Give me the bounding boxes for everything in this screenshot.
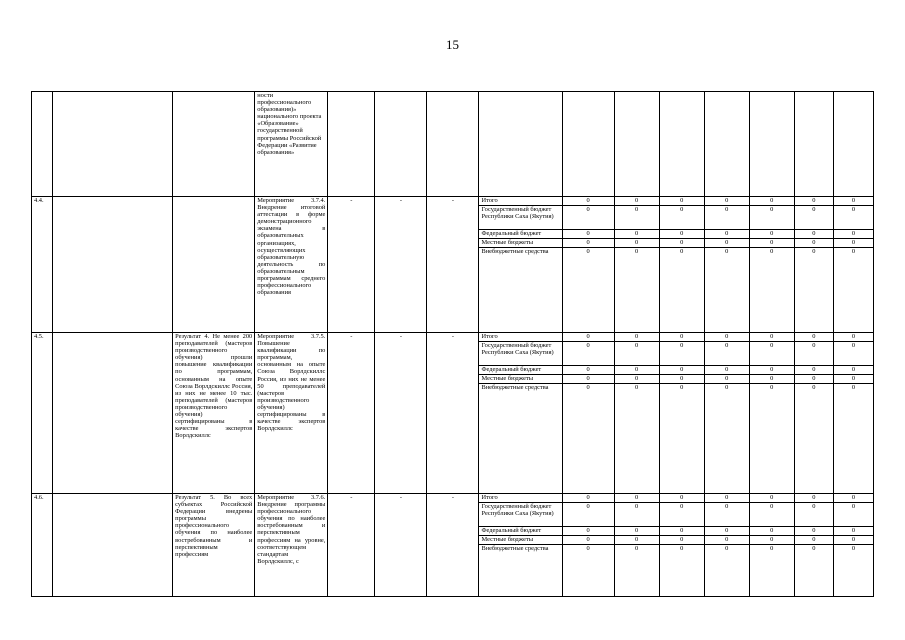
empty-cell — [704, 92, 749, 197]
value-cell: 0 — [659, 536, 704, 545]
funding-source: Внебюджетные средства — [479, 248, 562, 333]
value-cell: 0 — [704, 206, 749, 230]
program-measures-table — [31, 91, 874, 597]
value-cell: 0 — [614, 206, 659, 230]
funding-source: Итого — [479, 494, 562, 503]
measure-cell: ности профессионального образования)» национального проекта «Образование» государственной программы Российской Федерации «Развитие образования» — [255, 92, 328, 197]
value-cell: 0 — [659, 375, 704, 384]
value-cell: 0 — [749, 527, 794, 536]
value-cell: 0 — [833, 545, 873, 597]
value-cell: 0 — [833, 375, 873, 384]
value-cell: 0 — [749, 366, 794, 375]
funding-source: Итого — [479, 333, 562, 342]
value-cell: 0 — [749, 197, 794, 206]
value-cell: 0 — [659, 366, 704, 375]
value-cell: 0 — [794, 536, 833, 545]
value-cell: 0 — [562, 366, 614, 375]
value-cell: 0 — [614, 375, 659, 384]
value-cell: 0 — [659, 239, 704, 248]
dash-cell: - — [328, 494, 375, 597]
value-cell: 0 — [659, 333, 704, 342]
value-cell: 0 — [562, 197, 614, 206]
value-cell: 0 — [794, 503, 833, 527]
value-cell: 0 — [659, 494, 704, 503]
dash-cell: - — [375, 494, 427, 597]
funding-source: Федеральный бюджет — [479, 527, 562, 536]
value-cell: 0 — [749, 494, 794, 503]
dash-cell: - — [427, 333, 479, 494]
funding-source: Итого — [479, 197, 562, 206]
value-cell: 0 — [659, 197, 704, 206]
empty-cell — [749, 92, 794, 197]
value-cell: 0 — [749, 536, 794, 545]
value-cell: 0 — [614, 333, 659, 342]
value-cell: 0 — [659, 545, 704, 597]
value-cell: 0 — [704, 375, 749, 384]
value-cell: 0 — [749, 375, 794, 384]
value-cell: 0 — [704, 536, 749, 545]
value-cell: 0 — [614, 527, 659, 536]
table-row — [32, 333, 874, 342]
value-cell: 0 — [833, 230, 873, 239]
value-cell: 0 — [704, 248, 749, 333]
value-cell: 0 — [562, 536, 614, 545]
value-cell: 0 — [659, 527, 704, 536]
empty-cell — [53, 92, 173, 197]
table-row — [32, 92, 874, 197]
value-cell: 0 — [704, 342, 749, 366]
empty-cell — [614, 92, 659, 197]
value-cell: 0 — [562, 527, 614, 536]
page-number: 15 — [446, 37, 459, 52]
num-cell — [32, 92, 53, 197]
measure-cell: Мероприятие 3.7.4. Внедрение итоговой аттестации в форме демонстрационного экзамена в образовательных организациях, осуществляющих образовательную деятельность по образовательным программам среднего профессионального образования — [255, 197, 328, 333]
value-cell: 0 — [704, 333, 749, 342]
dash-cell: - — [375, 333, 427, 494]
value-cell: 0 — [749, 248, 794, 333]
value-cell: 0 — [749, 545, 794, 597]
value-cell: 0 — [659, 503, 704, 527]
funding-source: Федеральный бюджет — [479, 366, 562, 375]
value-cell: 0 — [614, 230, 659, 239]
value-cell: 0 — [749, 333, 794, 342]
value-cell: 0 — [749, 230, 794, 239]
dash-cell: - — [427, 494, 479, 597]
value-cell: 0 — [614, 545, 659, 597]
value-cell: 0 — [794, 206, 833, 230]
value-cell: 0 — [794, 545, 833, 597]
value-cell: 0 — [833, 333, 873, 342]
row-number: 4.5. — [32, 333, 53, 494]
funding-source: Государственный бюджет Республики Саха (Якутия) — [479, 206, 562, 230]
value-cell: 0 — [833, 206, 873, 230]
value-cell: 0 — [614, 197, 659, 206]
value-cell: 0 — [614, 384, 659, 494]
dash-cell: - — [328, 333, 375, 494]
value-cell: 0 — [614, 494, 659, 503]
value-cell: 0 — [833, 342, 873, 366]
empty-cell — [328, 92, 375, 197]
value-cell: 0 — [833, 239, 873, 248]
empty-cell — [659, 92, 704, 197]
value-cell: 0 — [749, 503, 794, 527]
value-cell: 0 — [614, 366, 659, 375]
value-cell: 0 — [749, 342, 794, 366]
value-cell: 0 — [833, 494, 873, 503]
empty-cell — [794, 92, 833, 197]
value-cell: 0 — [794, 197, 833, 206]
value-cell: 0 — [704, 197, 749, 206]
funding-source: Внебюджетные средства — [479, 384, 562, 494]
row-number: 4.6. — [32, 494, 53, 597]
empty-cell — [375, 92, 427, 197]
value-cell: 0 — [794, 527, 833, 536]
value-cell: 0 — [704, 494, 749, 503]
funding-source: Местные бюджеты — [479, 375, 562, 384]
value-cell: 0 — [794, 248, 833, 333]
value-cell: 0 — [659, 384, 704, 494]
value-cell: 0 — [562, 239, 614, 248]
value-cell: 0 — [833, 197, 873, 206]
value-cell: 0 — [749, 239, 794, 248]
value-cell: 0 — [794, 333, 833, 342]
dash-cell: - — [328, 197, 375, 333]
result-cell: Результат 4. Не менее 200 преподавателей (мастеров производственного обучения) прошли повышение квалификации по программам, основанным на опыте Союза Ворлдскиллс Россия, из них не менее 10 тыс. преподавателей (мастеров производственного обучения) сертифицированы в качестве экспертов Ворлдскиллс — [173, 333, 255, 494]
value-cell: 0 — [794, 230, 833, 239]
empty-cell — [53, 494, 173, 597]
value-cell: 0 — [794, 494, 833, 503]
empty-cell — [53, 333, 173, 494]
value-cell: 0 — [614, 503, 659, 527]
measure-cell: Мероприятие 3.7.5. Повышение квалификации по программам, основанным на опыте Союза Ворлдскиллс Россия, из них не менее 50 преподавателей (мастеров производственного обучения) сертифицированы в качестве экспертов Ворлдскиллс — [255, 333, 328, 494]
empty-cell — [53, 197, 173, 333]
funding-source: Местные бюджеты — [479, 536, 562, 545]
value-cell: 0 — [833, 248, 873, 333]
value-cell: 0 — [833, 366, 873, 375]
empty-cell — [562, 92, 614, 197]
funding-source: Государственный бюджет Республики Саха (Якутия) — [479, 503, 562, 527]
result-cell — [173, 197, 255, 333]
value-cell: 0 — [562, 230, 614, 239]
value-cell: 0 — [659, 248, 704, 333]
value-cell: 0 — [794, 384, 833, 494]
value-cell: 0 — [562, 494, 614, 503]
value-cell: 0 — [562, 206, 614, 230]
value-cell: 0 — [659, 206, 704, 230]
value-cell: 0 — [614, 342, 659, 366]
value-cell: 0 — [562, 545, 614, 597]
value-cell: 0 — [704, 384, 749, 494]
value-cell: 0 — [614, 248, 659, 333]
value-cell: 0 — [833, 503, 873, 527]
value-cell: 0 — [749, 206, 794, 230]
dash-cell: - — [375, 197, 427, 333]
empty-cell — [427, 92, 479, 197]
value-cell: 0 — [659, 230, 704, 239]
funding-source: Государственный бюджет Республики Саха (Якутия) — [479, 342, 562, 366]
value-cell: 0 — [659, 342, 704, 366]
value-cell: 0 — [704, 366, 749, 375]
result-cell: Результат 5. Во всех субъектах Российской Федерации внедрены программы профессионального обучения по наиболее востребованным и перспективным профессиям — [173, 494, 255, 597]
table-row — [32, 494, 874, 503]
funding-source: Федеральный бюджет — [479, 230, 562, 239]
dash-cell: - — [427, 197, 479, 333]
value-cell: 0 — [562, 375, 614, 384]
value-cell: 0 — [704, 230, 749, 239]
value-cell: 0 — [562, 342, 614, 366]
result-cell — [173, 92, 255, 197]
value-cell: 0 — [614, 536, 659, 545]
value-cell: 0 — [749, 384, 794, 494]
value-cell: 0 — [562, 503, 614, 527]
empty-cell — [833, 92, 873, 197]
value-cell: 0 — [704, 239, 749, 248]
value-cell: 0 — [794, 342, 833, 366]
table-row — [32, 197, 874, 206]
value-cell: 0 — [562, 384, 614, 494]
empty-cell — [479, 92, 562, 197]
value-cell: 0 — [833, 527, 873, 536]
value-cell: 0 — [614, 239, 659, 248]
value-cell: 0 — [704, 503, 749, 527]
value-cell: 0 — [794, 375, 833, 384]
value-cell: 0 — [794, 366, 833, 375]
value-cell: 0 — [704, 545, 749, 597]
row-number: 4.4. — [32, 197, 53, 333]
value-cell: 0 — [562, 333, 614, 342]
value-cell: 0 — [704, 527, 749, 536]
measure-cell: Мероприятие 3.7.6. Внедрение программы профессионального обучения по наиболее востребованным и перспективным профессиям на уровне, соответствующем стандартам Ворлдскиллс, с — [255, 494, 328, 597]
funding-source: Внебюджетные средства — [479, 545, 562, 597]
value-cell: 0 — [833, 384, 873, 494]
value-cell: 0 — [562, 248, 614, 333]
value-cell: 0 — [833, 536, 873, 545]
value-cell: 0 — [794, 239, 833, 248]
funding-source: Местные бюджеты — [479, 239, 562, 248]
